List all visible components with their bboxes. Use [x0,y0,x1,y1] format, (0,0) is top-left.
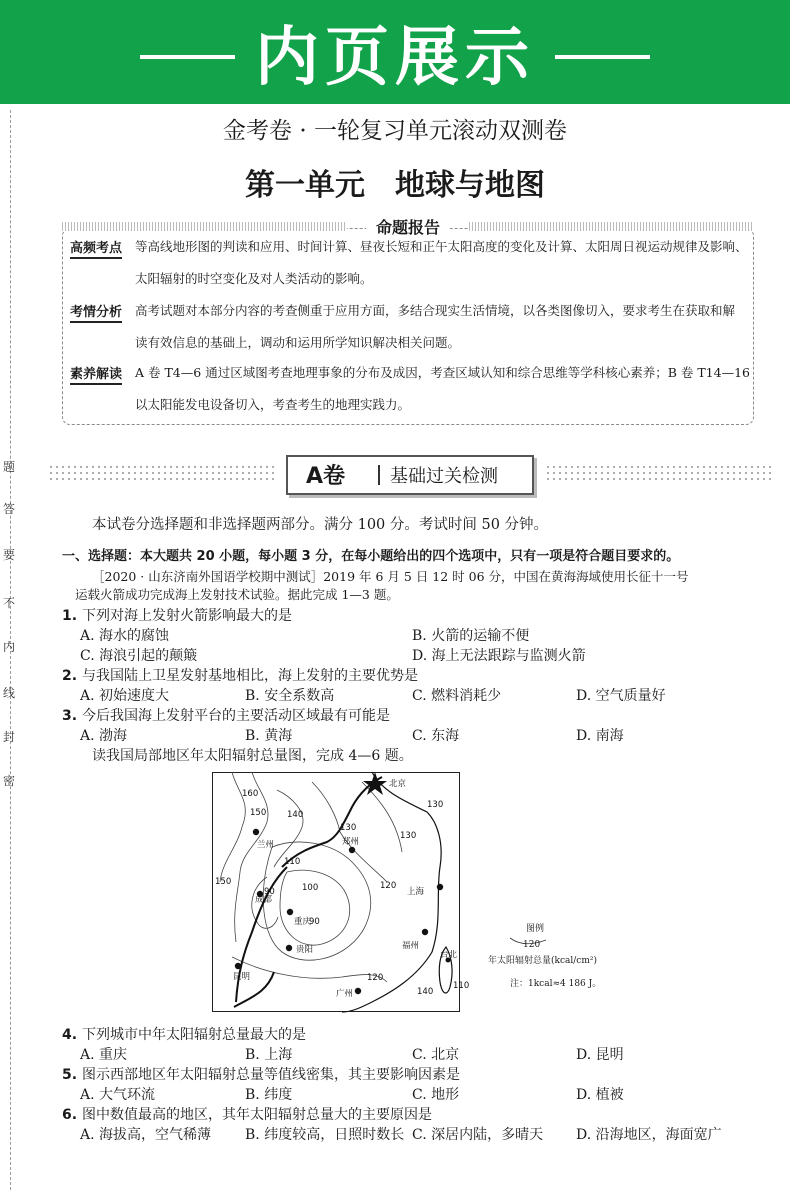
binding-char: 答 [2,502,15,516]
city-dot [287,909,293,915]
option-b[interactable]: B. 纬度较高，日照时数长 [245,1127,405,1143]
option-c[interactable]: C. 燃料消耗少 [412,688,502,704]
city-dot [422,929,428,935]
question-6: 6. 图中数值最高的地区，其年太阳辐射总量大的主要原因是 [62,1107,432,1123]
report-line: 等高线地形图的判读和应用、时间计算、昼夜长短和正午太阳高度的变化及计算、太阳周日视运动规律及影响、 [135,239,748,254]
city-dot [437,884,443,890]
contour-label: 160 [242,789,259,799]
section-a-header [286,455,534,495]
option-d[interactable]: D. 植被 [576,1087,624,1103]
option-d[interactable]: D. 昆明 [576,1047,624,1063]
option-b[interactable]: B. 上海 [245,1047,293,1063]
option-d[interactable]: D. 海上无法跟踪与监测火箭 [412,648,586,664]
report-line: 高考试题对本部分内容的考查侧重于应用方面，多结合现实生活情境，以各类图像切入，要求考生在获取和解 [135,303,736,318]
report-title: 命题报告 [366,215,450,238]
legend-title: 图例 [526,924,545,934]
binding-char: 内 [2,640,15,654]
report-header-hatch [62,222,347,231]
option-c[interactable]: C. 海浪引起的颠簸 [80,648,198,664]
binding-char: 题 [2,460,15,474]
question-1: 1. 下列对海上发射火箭影响最大的是 [62,608,292,624]
contour-label: 140 [287,810,304,820]
option-a[interactable]: A. 渤海 [80,728,128,744]
city-label: 台北 [440,950,458,960]
city-dot [355,988,361,994]
binding-char: 密 [2,774,15,788]
option-c[interactable]: C. 地形 [412,1087,460,1103]
option-b[interactable]: B. 黄海 [245,728,293,744]
question-text: 与我国陆上卫星发射基地相比，海上发射的主要优势是 [81,668,418,684]
question-number: 5 [62,1067,72,1083]
option-d[interactable]: D. 沿海地区，海面宽广 [576,1127,722,1143]
section-a-title: 基础过关检测 [390,466,498,487]
contour-label: 90 [309,917,320,927]
report-line: A 卷 T4—6 通过区域图考查地理事象的分布及成因，考查区域认知和综合思维等学科核心素养；B 卷 T14—16 [135,365,750,380]
question-4: 4. 下列城市中年太阳辐射总量最大的是 [62,1027,306,1043]
option-a[interactable]: A. 海水的腐蚀 [80,628,170,644]
report-header [62,215,754,238]
legend-label: 年太阳辐射总量(kcal/cm²) [488,956,597,966]
city-label: 北京 [389,779,407,789]
header-banner [0,0,790,104]
option-d[interactable]: D. 南海 [576,728,624,744]
city-label: 福州 [402,941,420,951]
question-5: 5. 图示西部地区年太阳辐射总量等值线密集，其主要影响因素是 [62,1067,460,1083]
banner-title: 内页展示 [255,21,535,95]
option-a[interactable]: A. 重庆 [80,1047,128,1063]
question-text: 今后我国海上发射平台的主要活动区域最有可能是 [81,708,390,724]
report-box [62,228,754,425]
contour-label: 130 [400,831,417,841]
question-text: 下列城市中年太阳辐射总量最大的是 [81,1027,306,1043]
binding-char: 要 [2,548,15,562]
option-a[interactable]: A. 大气环流 [80,1087,156,1103]
city-dot [253,829,259,835]
contour-label: 140 [417,987,434,997]
option-c[interactable]: C. 深居内陆，多晴天 [412,1127,544,1143]
option-b[interactable]: B. 安全系数高 [245,688,335,704]
city-label: 郑州 [342,837,360,847]
report-line: 太阳辐射的时空变化及对人类活动的影响。 [135,271,373,286]
option-c[interactable]: C. 北京 [412,1047,460,1063]
city-label: 上海 [407,887,425,897]
contour-label: 150 [250,808,267,818]
report-tag: 素养解读 [70,363,122,385]
option-a[interactable]: A. 海拔高，空气稀薄 [80,1127,212,1143]
binding-char: 封 [2,730,15,744]
context-line: ［2020 · 山东济南外国语学校期中测试］2019 年 6 月 5 日 12 时 06 分，中国在黄海海域使用长征十一号 [92,569,689,584]
solar-radiation-map [212,772,470,1012]
map-note: 注：1kcal≈4 186 J。 [510,979,602,989]
part-one-heading: 一、选择题：本大题共 20 小题，每小题 3 分，在每小题给出的四个选项中，只有一项是符合题目要求的。 [62,549,680,564]
city-label: 重庆 [294,917,312,927]
option-c[interactable]: C. 东海 [412,728,460,744]
contour-label: 130 [340,823,357,833]
option-d[interactable]: D. 空气质量好 [576,688,666,704]
contour-label: 150 [215,877,232,887]
binding-char: 线 [2,686,15,700]
city-label: 兰州 [257,840,275,850]
contour-label: 130 [427,800,444,810]
city-label: 成都 [255,895,273,905]
option-a[interactable]: A. 初始速度大 [80,688,170,704]
question-text: 下列对海上发射火箭影响最大的是 [81,608,292,624]
section-a-label: A卷 [306,464,346,489]
report-tag: 考情分析 [70,301,122,323]
city-label: 贵阳 [296,945,314,955]
exam-intro: 本试卷分选择题和非选择题两部分。满分 100 分。考试时间 50 分钟。 [92,517,549,533]
section-dots [48,464,278,482]
contour-label: 120 [367,973,384,983]
question-number: 6 [62,1107,72,1123]
question-number: 3 [62,708,72,724]
legend-value: 120 [523,940,541,950]
city-dot [235,963,241,969]
city-dot [286,945,292,951]
context-map: 读我国局部地区年太阳辐射总量图，完成 4—6 题。 [92,748,413,764]
contour-label: 110 [284,857,301,867]
contour-label: 100 [302,883,319,893]
unit-title: 第一单元 地球与地图 [245,168,545,203]
option-b[interactable]: B. 火箭的运输不便 [412,628,530,644]
context-line: 运载火箭成功完成海上发射技术试验。据此完成 1—3 题。 [75,587,399,602]
report-tag: 高频考点 [70,237,122,259]
city-label: 广州 [336,989,354,999]
city-label: 昆明 [233,972,251,982]
option-b[interactable]: B. 纬度 [245,1087,293,1103]
question-text: 图中数值最高的地区，其年太阳辐射总量大的主要原因是 [81,1107,432,1123]
section-dots [545,464,775,482]
question-number: 1 [62,608,72,624]
city-dot [349,847,355,853]
contour-label: 120 [380,881,397,891]
report-line: 以太阳能发电设备切入，考查考生的地理实践力。 [135,397,411,412]
contour-label: 90 [264,887,275,897]
question-number: 4 [62,1027,72,1043]
binding-char: 不 [2,596,15,610]
question-3: 3. 今后我国海上发射平台的主要活动区域最有可能是 [62,708,390,724]
question-text: 图示西部地区年太阳辐射总量等值线密集，其主要影响因素是 [81,1067,460,1083]
section-divider [378,465,380,485]
question-2: 2. 与我国陆上卫星发射基地相比，海上发射的主要优势是 [62,668,418,684]
contour-label: 110 [453,981,470,991]
series-title: 金考卷 · 一轮复习单元滚动双测卷 [223,118,567,144]
report-header-hatch [469,222,754,231]
question-number: 2 [62,668,72,684]
report-line: 读有效信息的基础上，调动和运用所学知识解决相关问题。 [135,335,461,350]
